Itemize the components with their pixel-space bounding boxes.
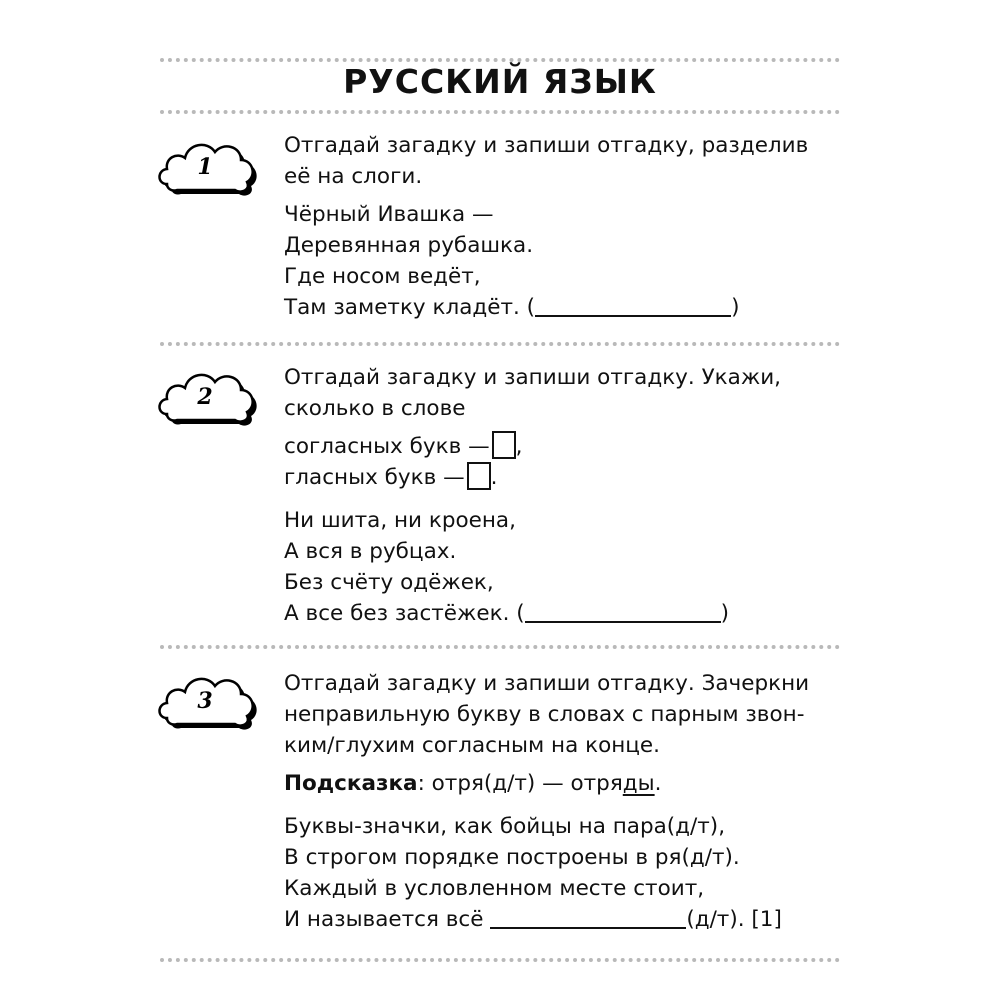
consonants-label: согласных букв — [284,434,490,459]
consonants-end: , [515,434,523,459]
consonants-row [284,431,844,462]
answer-blank-3[interactable] [490,905,686,929]
riddle-line: Деревянная рубашка. [284,233,534,258]
task-3-instruction-line: неправильную букву в словах с парным звон- [284,702,805,727]
riddle-line: Там заметку кладёт. ( [284,295,536,320]
task-1-instruction-line: её на слоги. [284,164,423,189]
hint-line [284,768,844,799]
separator-bottom [160,958,840,962]
task-3 [284,668,844,935]
riddle-line: Каждый в условленном месте стоит, [284,876,705,901]
page-title: РУССКИЙ ЯЗЫК [343,62,657,101]
vowels-label: гласных букв — [284,465,465,490]
task-3-instruction-line: Отгадай загадку и запиши отгадку. Зачеркни [284,671,810,696]
task-2-instruction-line: Отгадай загадку и запиши отгадку. Укажи, [284,365,782,390]
riddle-answer-line [284,904,844,935]
hint-end: . [654,771,662,796]
riddle-line: Ни шита, ни кроена, [284,508,516,533]
riddle-line: И называется всё [284,907,491,932]
cloud-number-badge-2 [155,362,259,426]
task-number-2: 2 [197,384,213,410]
riddle-answer-line [284,598,844,629]
riddle-line: В строгом порядке построены в ря(д/т). [284,845,740,870]
riddle-line: Без счёту одёжек, [284,570,494,595]
hint-label: Подсказка [284,771,418,796]
task-3-instruction-line: ким/глухим согласным на конце. [284,733,660,758]
cloud-number-badge-1 [155,132,259,196]
vowels-count-box[interactable] [467,462,491,490]
task-2-instruction-line: сколько в слове [284,396,466,421]
separator-1 [160,342,840,346]
task-2 [284,362,844,629]
hint-text: : отря(д/т) — отря [417,771,623,796]
hint-underlined: ды [622,771,655,796]
consonants-count-box[interactable] [492,431,516,459]
riddle-line: А все без застёжек. ( [284,601,525,626]
riddle-line: Где носом ведёт, [284,264,481,289]
task-number-3: 3 [197,688,213,714]
riddle-answer-line [284,292,844,323]
separator-top-title [160,110,840,114]
riddle-line: Буквы-значки, как бойцы на пара(д/т), [284,814,726,839]
separator-2 [160,645,840,649]
answer-close-paren: ) [731,295,740,320]
answer-suffix: (д/т). [1] [686,907,782,932]
answer-blank-1[interactable] [535,293,731,317]
cloud-number-badge-3 [155,666,259,730]
answer-close-paren: ) [720,601,730,626]
task-number-1: 1 [197,154,213,180]
answer-blank-2[interactable] [525,599,721,623]
riddle-line: А вся в рубцах. [284,539,457,564]
vowels-row [284,462,844,493]
task-1-instruction-line: Отгадай загадку и запиши отгадку, разделив [284,133,809,158]
riddle-line: Чёрный Ивашка — [284,202,494,227]
vowels-end: . [490,465,498,490]
task-1 [284,130,844,323]
